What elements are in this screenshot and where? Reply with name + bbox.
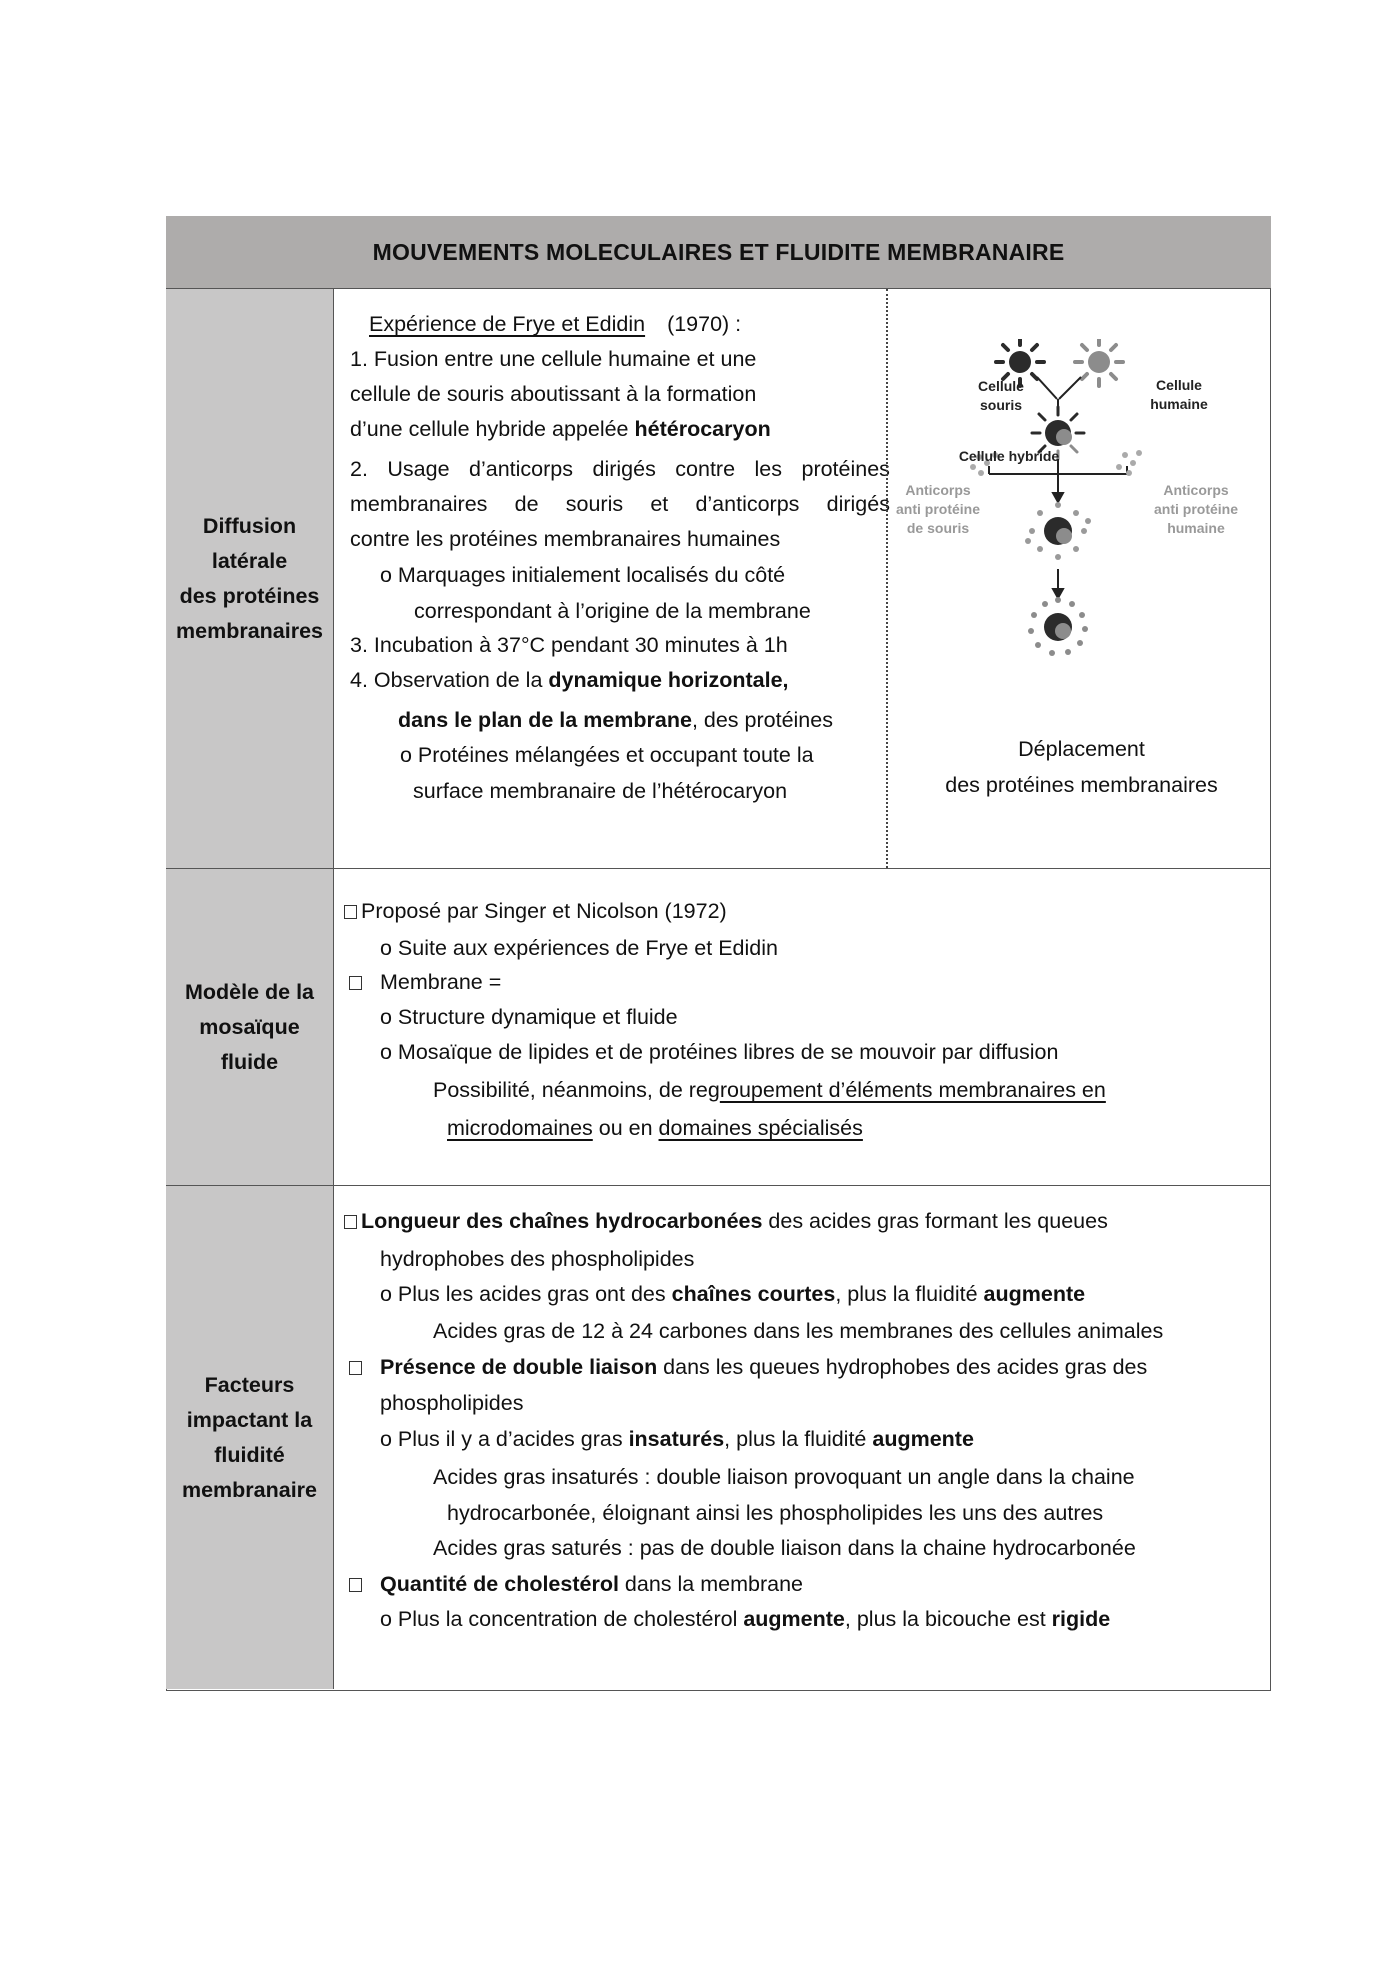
facteur-2-note-3: Acides gras saturés : pas de double liaison dans la chaine hydrocarbonée — [433, 1536, 1136, 1560]
checkbox-icon — [349, 1578, 362, 1592]
word: les — [754, 457, 783, 481]
facteur-text: o Plus la concentration de cholestérol — [380, 1607, 744, 1631]
step-4-text: 4. Observation de la — [350, 668, 549, 692]
term-domaines-specialises: domaines spécialisés — [658, 1116, 863, 1140]
term-insatures: insaturés — [628, 1427, 725, 1451]
fig-text: Anticorps — [905, 482, 971, 498]
modele-line-4: o Structure dynamique et fluide — [380, 1005, 678, 1029]
step-1-line-1: 1. Fusion entre une cellule humaine et une — [350, 347, 757, 371]
fig-text: Cellule — [1156, 377, 1202, 393]
facteur-2-line-3 — [380, 1424, 974, 1454]
label-anticorps-souris — [887, 481, 989, 538]
term-heterocaryon: hétérocaryon — [634, 417, 771, 441]
facteur-2-note-2: hydrocarbonée, éloignant ainsi les phospholipides les uns des autres — [447, 1501, 1104, 1525]
label-cellule-souris — [966, 377, 1036, 415]
facteur-text: des acides gras formant les queues — [762, 1209, 1108, 1233]
label-line: impactant la — [186, 1407, 313, 1432]
step-2-line-2 — [350, 489, 890, 519]
step-3: 3. Incubation à 37°C pendant 30 minutes à 1h — [350, 633, 788, 657]
label-line: fluidité — [214, 1442, 285, 1467]
modele-line-7 — [447, 1113, 863, 1143]
facteur-2-title: Présence de double liaison — [380, 1355, 658, 1379]
facteur-1-line-3 — [380, 1279, 1085, 1309]
table-title — [166, 216, 1271, 289]
labelled-cell-icon — [1025, 502, 1091, 560]
result-line-2: surface membranaire de l’hétérocaryon — [413, 779, 788, 803]
experiment-title: Expérience de Frye et Edidin — [369, 312, 646, 336]
modele-line-5: o Mosaïque de lipides et de protéines libres de se mouvoir par diffusion — [380, 1040, 1059, 1064]
facteur-2-line-2: phospholipides — [380, 1391, 524, 1415]
step-4-line-2 — [398, 705, 833, 735]
fig-text: humaine — [1150, 396, 1208, 412]
facteur-1-note: Acides gras de 12 à 24 carbones dans les membranes des cellules animales — [433, 1319, 1164, 1343]
facteur-text: , plus la fluidité — [724, 1427, 873, 1451]
checkbox-icon — [349, 1361, 362, 1375]
label-line: latérale — [211, 548, 288, 573]
term-augmente: augmente — [983, 1282, 1086, 1306]
facteur-text: o Plus les acides gras ont des — [380, 1282, 672, 1306]
result-line-1: o Protéines mélangées et occupant toute la — [400, 743, 814, 767]
label-line: Facteurs — [204, 1372, 295, 1397]
facteur-1-line-1 — [344, 1206, 1108, 1236]
fig-text: Cellule — [978, 378, 1024, 394]
fig-text: humaine — [1167, 520, 1225, 536]
facteur-text: o Plus il y a d’acides gras — [380, 1427, 629, 1451]
word: Usage — [387, 457, 450, 481]
checkbox-icon — [344, 1215, 357, 1229]
word: dirigés — [826, 492, 890, 516]
word: membranaires — [350, 492, 488, 516]
experiment-heading — [369, 309, 741, 339]
label-line: Diffusion — [202, 513, 297, 538]
term-microdomaines: microdomaines — [447, 1116, 593, 1140]
mixed-cell-icon — [1028, 597, 1088, 656]
facteur-3-title: Quantité de cholestérol — [380, 1572, 619, 1596]
row-diffusion — [166, 289, 1271, 869]
word: de — [514, 492, 539, 516]
facteur-1-line-2: hydrophobes des phospholipides — [380, 1247, 695, 1271]
step-1-line-3 — [350, 414, 771, 444]
term-plan-membrane: dans le plan de la membrane — [398, 708, 692, 732]
step-1-text: d’une cellule hybride appelée — [350, 417, 635, 441]
modele-line-2: o Suite aux expériences de Frye et Edidin — [380, 936, 778, 960]
figure-caption — [887, 731, 1276, 803]
row-content-facteurs — [334, 1186, 1271, 1689]
modele-line-6 — [433, 1075, 1106, 1105]
checkbox-icon — [349, 976, 362, 990]
label-anticorps-humaine — [1146, 481, 1246, 538]
word: et — [650, 492, 669, 516]
term-augmente: augmente — [743, 1607, 845, 1631]
fig-text: Anticorps — [1163, 482, 1229, 498]
row-content-modele — [334, 869, 1271, 1185]
facteur-text: dans la membrane — [618, 1572, 803, 1596]
marquage-line-2: correspondant à l’origine de la membrane — [414, 599, 811, 623]
step-2-line-1 — [350, 454, 890, 484]
label-cellule-hybride: Cellule hybride — [958, 448, 1060, 464]
human-cell-icon — [1075, 339, 1123, 386]
row-facteurs — [166, 1186, 1271, 1689]
facteur-2-note-1: Acides gras insaturés : double liaison provoquant un angle dans la chaine — [433, 1465, 1135, 1489]
experiment-year: (1970) : — [667, 312, 742, 336]
facteur-text: dans les queues hydrophobes des acides gras des — [657, 1355, 1148, 1379]
modele-line-3 — [349, 967, 501, 997]
incubation-arrow — [1053, 569, 1063, 598]
fig-text: de souris — [906, 520, 970, 536]
word: d’anticorps — [695, 492, 800, 516]
term-rigide: rigide — [1051, 1607, 1111, 1631]
row-label-diffusion — [166, 289, 334, 868]
label-line: membranaires — [176, 618, 323, 643]
word: d’anticorps — [469, 457, 574, 481]
modele-underlined: roupement d’éléments membranaires en — [719, 1078, 1106, 1102]
label-line: des protéines — [179, 583, 320, 608]
summary-table — [166, 216, 1271, 1691]
term-augmente: augmente — [872, 1427, 974, 1451]
facteur-3-line-1 — [349, 1569, 803, 1599]
step-1-line-2: cellule de souris aboutissant à la formation — [350, 382, 757, 406]
step-4-line-1 — [350, 665, 789, 695]
label-cellule-humaine — [1139, 376, 1219, 414]
row-content-diffusion — [334, 289, 1271, 868]
row-label-modele — [166, 869, 334, 1185]
fig-text: anti protéine — [895, 501, 980, 517]
facteur-text: , plus la fluidité — [835, 1282, 984, 1306]
modele-text: Possibilité, néanmoins, de reg — [433, 1078, 720, 1102]
row-modele — [166, 869, 1271, 1186]
term-chaines-courtes: chaînes courtes — [671, 1282, 836, 1306]
label-line: Modèle de la — [184, 979, 315, 1004]
word: 2. — [350, 457, 368, 481]
step-4-rest: , des protéines — [691, 708, 833, 732]
modele-text: Proposé par Singer et Nicolson (1972) — [361, 899, 727, 923]
modele-text: ou en — [592, 1116, 659, 1140]
word: protéines — [801, 457, 890, 481]
word: dirigés — [592, 457, 656, 481]
human-antibodies-icon — [1116, 450, 1142, 476]
label-line: membranaire — [181, 1477, 318, 1502]
label-line: mosaïque — [199, 1014, 300, 1039]
facteur-3-line-2 — [380, 1604, 1110, 1634]
checkbox-icon — [344, 905, 357, 919]
word: contre — [675, 457, 736, 481]
facteur-2-line-1 — [349, 1352, 1147, 1382]
facteur-text: , plus la bicouche est — [844, 1607, 1052, 1631]
modele-line-1 — [344, 896, 727, 926]
word: souris — [565, 492, 624, 516]
label-line: fluide — [220, 1049, 279, 1074]
step-2-line-3: contre les protéines membranaires humaines — [350, 527, 781, 551]
title-text: MOUVEMENTS MOLECULAIRES ET FLUIDITE MEMBRANAIRE — [372, 238, 1065, 265]
facteur-1-title: Longueur des chaînes hydrocarbonées — [361, 1209, 763, 1233]
caption-line: Déplacement — [1018, 737, 1145, 761]
caption-line: des protéines membranaires — [945, 773, 1218, 797]
modele-text: Membrane = — [380, 970, 502, 994]
marquage-line-1: o Marquages initialement localisés du côté — [380, 563, 786, 587]
fig-text: anti protéine — [1153, 501, 1238, 517]
fig-text: souris — [979, 397, 1022, 413]
term-dynamique: dynamique horizontale, — [548, 668, 789, 692]
row-label-facteurs — [166, 1186, 334, 1689]
